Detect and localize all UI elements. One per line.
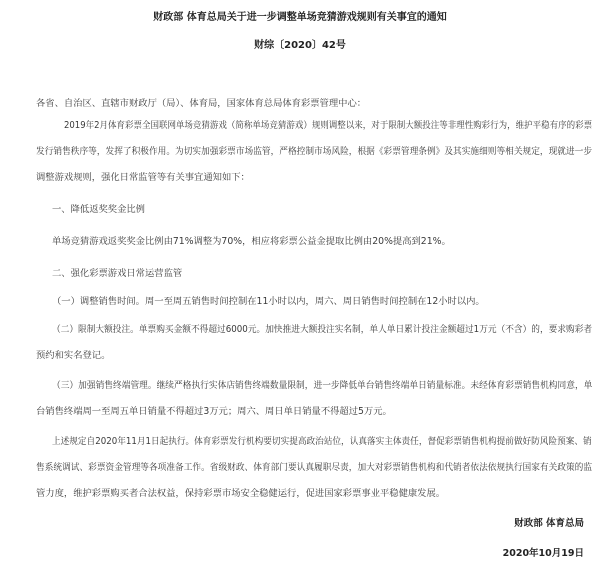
issue-date: 2020年10月19日 — [502, 548, 584, 559]
section2-heading: 二、强化彩票游戏日常运营监管 — [52, 268, 183, 279]
item3-line-1: （三）加强销售终端管理。继续严格执行实体店销售终端数量限制，进一步降低单台销售终端单日销量标准。未经体育彩票销售机构同意，单 — [52, 380, 593, 391]
section1-body: 单场竞猜游戏返奖奖金比例由71%调整为70%，相应将彩票公益金提取比例由20%提高到21%。 — [52, 236, 451, 247]
item1: （一）调整销售时间。周一至周五销售时间控制在11小时以内，周六、周日销售时间控制在12小时以内。 — [52, 296, 485, 307]
item2-line-2: 预约和实名登记。 — [36, 350, 111, 361]
intro-line-2: 发行销售秩序等，发挥了积极作用。为切实加强彩票市场监管，严格控制市场风险，根据《彩票管理条例》及其实施细则等相关规定，现就进一步 — [36, 146, 593, 157]
closing-line-2: 售系统调试、彩票资金管理等各项准备工作。省级财政、体育部门要认真履职尽责，加大对彩票销售机构和代销者依法依规执行国家有关政策的监 — [36, 462, 593, 473]
item2-line-1: （二）限制大额投注。单票购买金额不得超过6000元。加快推进大额投注实名制，单人单日累计投注金额超过1万元（不含）的，要求购彩者 — [52, 324, 593, 335]
intro-line-3: 调整游戏规则，强化日常监管等有关事宜通知如下： — [36, 172, 250, 183]
section1-heading: 一、降低返奖奖金比例 — [52, 204, 145, 215]
document-number: 财综〔2020〕42号 — [254, 40, 346, 51]
salutation: 各省、自治区、直辖市财政厅（局）、体育局，国家体育总局体育彩票管理中心： — [36, 98, 367, 109]
closing-line-1: 上述规定自2020年11月1日起执行。体育彩票发行机构要切实提高政治站位，认真落实主体责任，督促彩票销售机构提前做好防风险预案、销 — [52, 436, 592, 447]
notice-title: 财政部 体育总局关于进一步调整单场竞猜游戏规则有关事宜的通知 — [153, 12, 447, 23]
signature: 财政部 体育总局 — [514, 518, 584, 529]
closing-line-3: 管力度，维护彩票购买者合法权益，保持彩票市场安全稳健运行，促进国家彩票事业平稳健康发展。 — [36, 488, 446, 499]
intro-line-1: 2019年2月体育彩票全国联网单场竞猜游戏（简称单场竞猜游戏）规则调整以来，对于限制大额投注等非理性购彩行为，维护平稳有序的彩票 — [64, 120, 593, 131]
item3-line-2: 台销售终端周一至周五单日销量不得超过3万元；周六、周日单日销量不得超过5万元。 — [36, 406, 392, 417]
